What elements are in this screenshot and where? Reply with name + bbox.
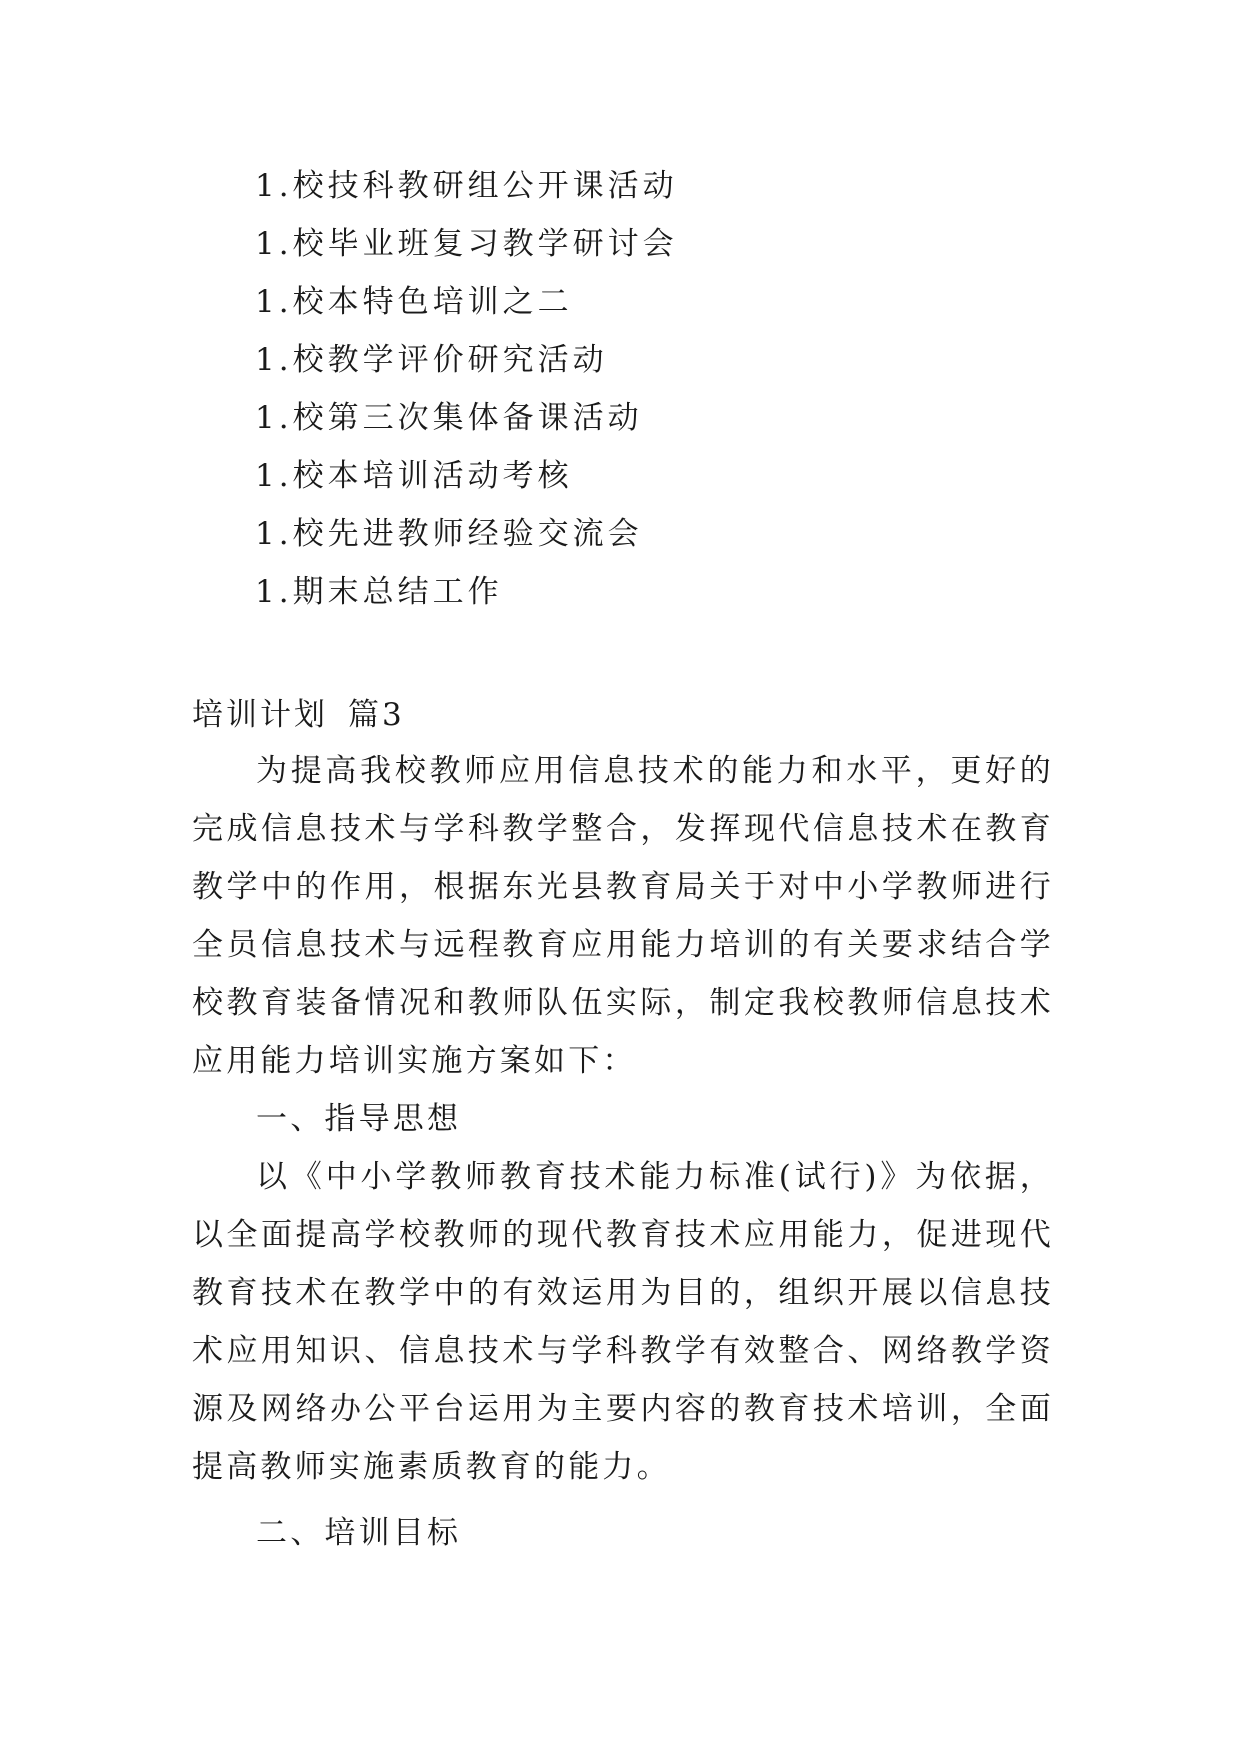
list-item: 1.校教学评价研究活动: [255, 342, 608, 378]
list-item: 1.校本培训活动考核: [255, 458, 573, 494]
section-title-text: 培训计划: [192, 697, 328, 733]
section-title: [192, 686, 405, 744]
intro-paragraph: 为提高我校教师应用信息技术的能力和水平，更好的完成信息技术与学科教学整合，发挥现代信息技术在教育教学中的作用，根据东光县教育局关于对中小学教师进行全员信息技术与远程教育应用能力培训的有关要求结合学校教育装备情况和教师队伍实际，制定我校教师信息技术应用能力培训实施方案如下：: [192, 753, 1054, 1079]
section-number: 篇3: [348, 697, 405, 733]
activity-list: [255, 157, 678, 621]
list-item: 1.校毕业班复习教学研讨会: [255, 226, 678, 262]
list-item: 1.校本特色培训之二: [255, 284, 573, 320]
guiding-paragraph: 以《中小学教师教育技术能力标准(试行)》为依据，以全面提高学校教师的现代教育技术应用能力，促进现代教育技术在教学中的有效运用为目的，组织开展以信息技术应用知识、信息技术与学科教学有效整合、网络教学资源及网络办公平台运用为主要内容的教育技术培训，全面提高教师实施素质教育的能力。: [192, 1159, 1054, 1485]
list-item: 1.校技科教研组公开课活动: [255, 168, 678, 204]
list-item: 1.校先进教师经验交流会: [255, 516, 643, 552]
heading-guiding-thought: 一、指导思想: [256, 1101, 462, 1137]
body-text: [192, 742, 1054, 1562]
list-item: 1.期末总结工作: [255, 574, 503, 610]
heading-training-goals: 二、培训目标: [256, 1515, 462, 1551]
list-item: 1.校第三次集体备课活动: [255, 400, 643, 436]
